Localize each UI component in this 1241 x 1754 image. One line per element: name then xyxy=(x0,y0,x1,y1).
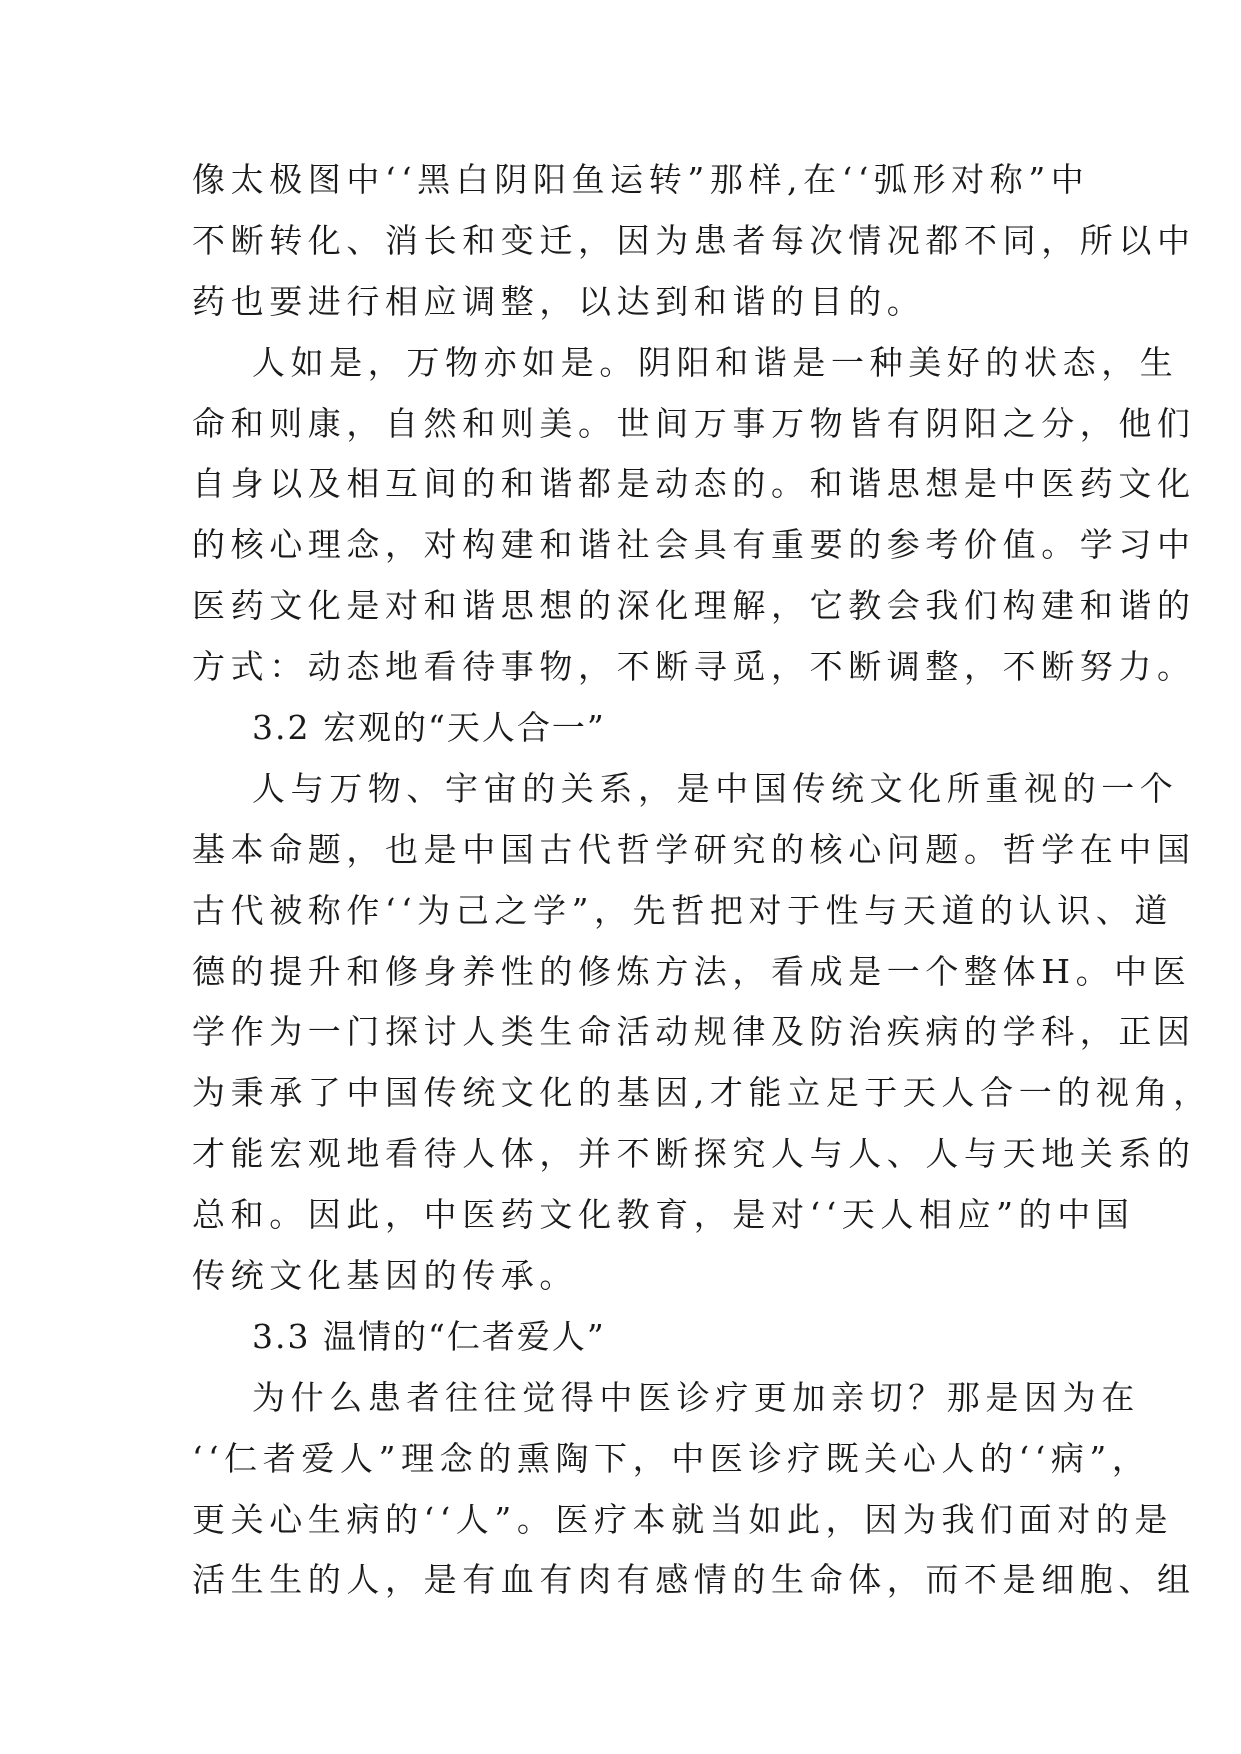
text-line: 的核心理念，对构建和谐社会具有重要的参考价值。学习中 xyxy=(192,525,1196,565)
text-line: 为秉承了中国传统文化的基因,才能立足于天人合一的视角， xyxy=(192,1073,1212,1113)
section-heading-3-2: 3.2 宏观的“天人合一” xyxy=(252,708,606,748)
text-line: 命和则康，自然和则美。世间万事万物皆有阴阳之分，他们 xyxy=(192,403,1196,443)
text-line: 德的提升和修身养性的修炼方法，看成是一个整体H。中医 xyxy=(192,951,1192,991)
text-line: 基本命题，也是中国古代哲学研究的核心问题。哲学在中国 xyxy=(192,829,1196,869)
text-line: 总和。因此，中医药文化教育，是对‘‘天人相应”的中国 xyxy=(192,1195,1135,1235)
text-line: 方式：动态地看待事物，不断寻觅，不断调整，不断努力。 xyxy=(192,647,1196,687)
paragraph-start-line: 为什么患者往往觉得中医诊疗更加亲切？那是因为在 xyxy=(252,1377,1140,1417)
text-line: 传统文化基因的传承。 xyxy=(192,1256,578,1296)
text-line: 古代被称作‘‘为己之学”，先哲把对于性与天道的认识、道 xyxy=(192,890,1174,930)
body-text xyxy=(192,150,1212,1611)
text-line: 更关心生病的‘‘人”。医疗本就当如此，因为我们面对的是 xyxy=(192,1499,1174,1539)
text-line: 自身以及相互间的和谐都是动态的。和谐思想是中医药文化 xyxy=(192,464,1196,504)
text-line: 药也要进行相应调整，以达到和谐的目的。 xyxy=(192,281,926,321)
text-line: ‘‘仁者爱人”理念的熏陶下，中医诊疗既关心人的‘‘病”， xyxy=(192,1438,1151,1478)
paragraph-start-line: 人如是，万物亦如是。阴阳和谐是一种美好的状态，生 xyxy=(252,342,1179,382)
text-line: 医药文化是对和谐思想的深化理解，它教会我们构建和谐的 xyxy=(192,586,1196,626)
text-line: 才能宏观地看待人体，并不断探究人与人、人与天地关系的 xyxy=(192,1134,1196,1174)
paragraph-start-line: 人与万物、宇宙的关系，是中国传统文化所重视的一个 xyxy=(252,768,1179,808)
section-heading-3-3: 3.3 温情的“仁者爱人” xyxy=(252,1316,606,1356)
text-line: 像太极图中‘‘黑白阴阳鱼运转”那样,在‘‘弧形对称”中 xyxy=(192,160,1090,199)
text-line: 不断转化、消长和变迁，因为患者每次情况都不同，所以中 xyxy=(192,220,1196,260)
text-line: 活生生的人，是有血有肉有感情的生命体，而不是细胞、组 xyxy=(192,1560,1196,1600)
text-line: 学作为一门探讨人类生命活动规律及防治疾病的学科，正因 xyxy=(192,1012,1196,1052)
